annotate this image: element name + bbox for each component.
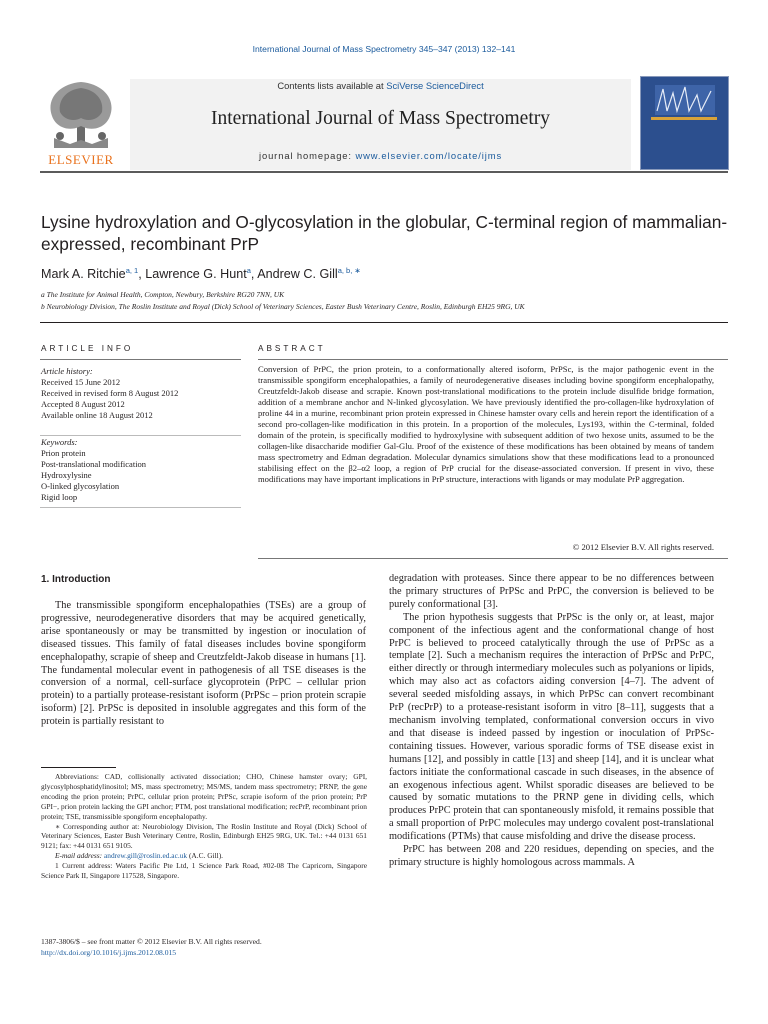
- introduction-right-column: [389, 573, 714, 870]
- doi-link[interactable]: http://dx.doi.org/10.1016/j.ijms.2012.08.015: [41, 948, 177, 957]
- author-affiliation-marker[interactable]: a, 1: [125, 266, 139, 275]
- paragraph: degradation with proteases. Since there appear to be no differences between the primary structures of PrPSc and PrPC, the conversion is believed to be purely conformational [3].: [389, 573, 714, 610]
- abstract-copyright: © 2012 Elsevier B.V. All rights reserved.: [572, 542, 714, 552]
- keyword-item: O-linked glycosylation: [41, 481, 120, 491]
- paragraph: The prion hypothesis suggests that PrPSc is the only or, at least, major component of the infectious agent and the conformational change of host PrPC is believed to proceed catalytically through the use of PrPSc as a template [2]. Such a mechanism requires the interaction of PrPSc and PrPC, either directly or through intermediary molecules such as polyanions or lipids, which may also act as cofactors aiding conversion [4–7]. The advent of several seeded misfolding assays, in which PrPSc can convert recombinant PrP (recPrP) to a protease-resistant isoform in vitro [8–11], suggests that a mechanism involving templated, conformational conversion occurs in vivo and that disease is indeed passed by ingestion or inoculation of PrPSc-containing tissues. However, various sporadic forms of TSE disease exist in humans [12], and possibly in cattle [13] and sheep [14], and it is unclear what factors initiate the conformational cascade in such diseases, in the absence of an exogenous infectious agent. Whilst sporadic diseases are believed to be caused by somatic mutations to the PRNP gene in dividing cells, which produces PrPC protein that can spontaneously misfold, it remains possible that a small proportion of PrPC molecules may undergo covalent post-translational modifications (PTMs) that cause misfolding and drive the disease process.: [389, 611, 714, 843]
- current-address-footnote: 1 Current address: Waters Pacific Pte Ltd, 1 Science Park Road, #02-08 The Capricorn, Singapore Science Park II, Singapore 117528, Singapore.: [41, 861, 367, 881]
- history-item: Received 15 June 2012: [41, 377, 121, 387]
- history-item: Available online 18 August 2012: [41, 410, 153, 420]
- affiliation-b: b Neurobiology Division, The Roslin Institute and Royal (Dick) School of Veterinary Sciences, Easter Bush Veterinary Centre, Roslin, Edinburgh EH25 9RG, UK: [41, 302, 525, 311]
- email-link[interactable]: andrew.gill@roslin.ed.ac.uk: [104, 851, 188, 861]
- sciencedirect-link[interactable]: SciVerse ScienceDirect: [386, 80, 484, 91]
- author-affiliation-marker[interactable]: a: [246, 266, 251, 275]
- email-footnote: E-mail address: andrew.gill@roslin.ed.ac.uk (A.C. Gill).: [55, 851, 224, 861]
- corresponding-author-footnote: ∗ Corresponding author at: Neurobiology Division, The Roslin Institute and Royal (Dick) School of Veterinary Sciences, Easter Bush Veterinary Centre, Roslin, Edinburgh EH25 9RG, UK. Tel.: +44 0131 651 9121; fax: +44 0131 651 9105.: [41, 821, 367, 851]
- author-list: Mark A. Ritchie$^{a, 1}$, Lawrence G. Hunt$^a$, Andrew C. Gill$^{a, b, ∗}$: [41, 266, 361, 282]
- footnote-rule: [41, 767, 116, 768]
- history-item: Accepted 8 August 2012: [41, 399, 125, 409]
- author-name[interactable]: Andrew C. Gill: [257, 267, 338, 282]
- introduction-heading: 1. Introduction: [41, 574, 111, 585]
- keyword-item: Rigid loop: [41, 492, 78, 502]
- keyword-item: Post-translational modification: [41, 459, 147, 469]
- footnotes: [41, 772, 367, 881]
- article-info-separator: [40, 435, 241, 436]
- publisher-name: ELSEVIER: [48, 152, 114, 167]
- article-info-heading: ARTICLE INFO: [41, 344, 134, 353]
- article-info-rule: [40, 359, 241, 360]
- abstract-bottom-rule: [258, 558, 728, 559]
- homepage-link[interactable]: www.elsevier.com/locate/ijms: [355, 150, 503, 161]
- author-affiliation-marker[interactable]: a, b, ∗: [337, 266, 361, 275]
- paragraph: The transmissible spongiform encephalopathies (TSEs) are a group of progressive, neurodegenerative disorders that may be acquired genetically, arise spontaneously or may be transmitted by ingestion or inoculation of diseased tissues. This family of fatal diseases includes bovine spongiform encephalopathy, scrapie of sheep and Creutzfeldt-Jakob disease in humans [1]. The fundamental molecular event in pathogenesis of all TSE diseases is the conversion of a normal, cell-surface glycoprotein (PrPC – cellular prion protein) to a partially protease-resistant isoform (PrPSc – prion protein scrapie isoform) [2]. PrPSc is deposited in insoluble aggregates and this form of the protein is partially resistant to: [41, 600, 366, 728]
- journal-title: International Journal of Mass Spectrometry: [211, 108, 550, 129]
- paragraph: PrPC has between 208 and 220 residues, depending on species, and the primary structure is highly homologous across mammals. A: [389, 844, 714, 868]
- article-title: Lysine hydroxylation and O-glycosylation in the globular, C-terminal region of mammalian-expressed, recombinant PrP: [41, 212, 728, 254]
- author-name[interactable]: Lawrence G. Hunt: [145, 267, 247, 282]
- journal-citation-link[interactable]: International Journal of Mass Spectrometry 345–347 (2013) 132–141: [252, 44, 516, 54]
- journal-homepage-line: journal homepage: www.elsevier.com/locate/ijms: [258, 150, 503, 161]
- abstract-text: Conversion of PrPC, the prion protein, to a conformationally altered isoform, PrPSc, is the major pathogenic event in the transmissible spongiform encephalopathies, a family of neurodegenerative diseases including bovine spongiform encephalopathy, Creutzfeldt-Jakob disease and scrapie. Known post-translational modifications to the protein include disulfide bridge formation, addition of a membrane anchor and N-linked glycosylation. We have previously identified the pro-collagen-like hydroxylation of proline 44 in a murine, recombinant prion protein expressed in Chinese hamster ovary cells and herein report the identification of a second pro-collagen-like modification in this protein. In a proportion of the molecules, Lys193, within the C-terminal, folded domain of the protein, is specifically modified to hydroxylysine with subsequent addition of two hexose units, assumed to be the collagen-like disaccharide modifier Gal-Glu. Proof of the existence of these modifications has been obtained by means of tandem mass spectrometry and Edman degradation. Molecular dynamics simulations show that these modifications lead to a pronounced stabilising effect on the β2–α2 loop, a region of PrP crucial for the disease-associated conversion. If present in vivo, these modifications may have important implications in PrP structure, interactions with ligands or may modulate PrP aggregation.: [258, 364, 714, 485]
- contents-line: Contents lists available at SciVerse ScienceDirect: [277, 80, 484, 91]
- history-item: Received in revised form 8 August 2012: [41, 388, 179, 398]
- abbreviations-footnote: Abbreviations: CAD, collisionally activated dissociation; CHO, Chinese hamster ovary; GPI, glycosylphosphatidylinositol; MS, mass spectrometry; MS/MS, tandem mass spectrometry; PRNP, the gene encoding the prion protein; PrPC, cellular prion protein; PrPSc, scrapie isoform of the prion protein; PrP GPI−, prion protein lacking the GPI anchor; PTM, post translational modification; recPrP, recombinant prion protein; TSE, transmissible spongiform encephalopathy.: [41, 772, 367, 821]
- keyword-item: Hydroxylysine: [41, 470, 92, 480]
- article-info-bottom-rule: [40, 507, 241, 508]
- abstract-rule: [258, 359, 728, 360]
- keyword-item: Prion protein: [41, 448, 86, 458]
- issn-line: 1387-3806/$ – see front matter © 2012 Elsevier B.V. All rights reserved.: [41, 937, 262, 946]
- journal-cover-image: [640, 76, 729, 170]
- author-name[interactable]: Mark A. Ritchie: [41, 267, 126, 282]
- title-divider: [40, 322, 728, 323]
- keywords-label: Keywords:: [41, 437, 78, 447]
- affiliation-a: a The Institute for Animal Health, Compton, Newbury, Berkshire RG20 7NN, UK: [41, 290, 285, 299]
- abstract-heading: ABSTRACT: [258, 344, 326, 353]
- introduction-left-column: [41, 600, 366, 729]
- history-label: Article history:: [41, 366, 93, 376]
- header-divider: [40, 171, 728, 173]
